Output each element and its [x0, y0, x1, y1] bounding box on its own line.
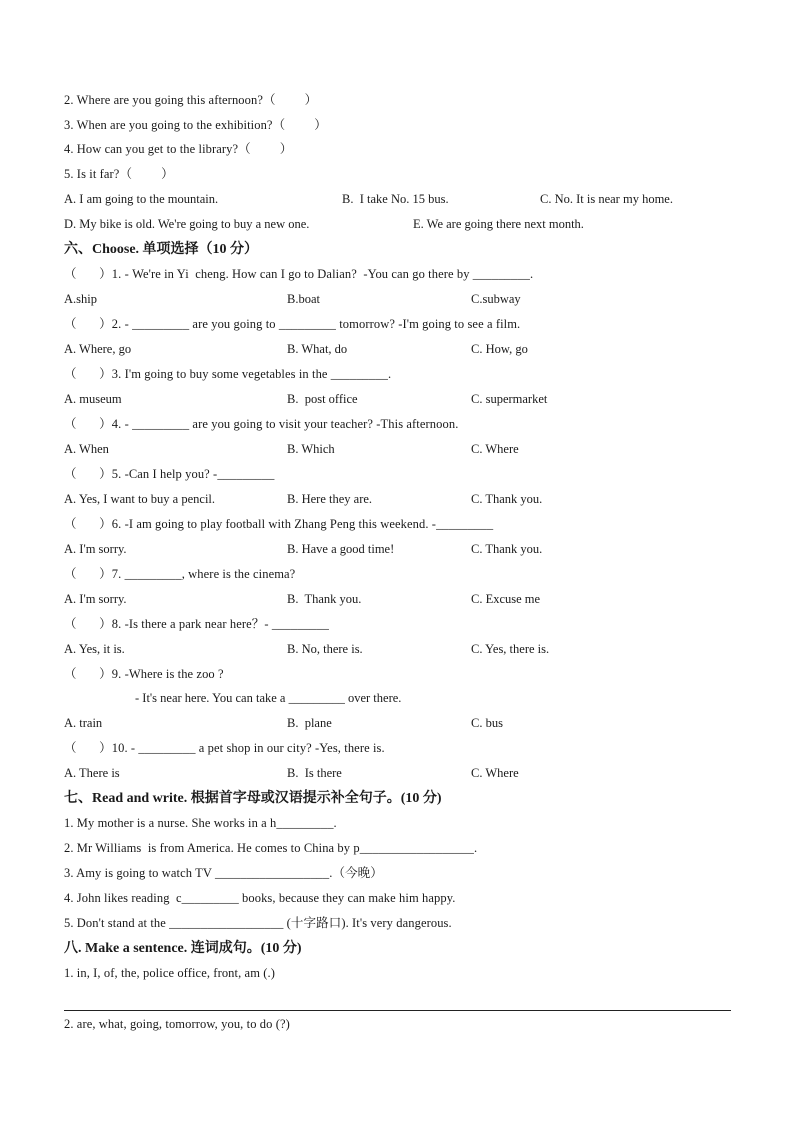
choice-3-option-c: C. supermarket [471, 392, 548, 406]
choice-question-6: （ ）6. -I am going to play football with Zhang Peng this weekend. -_________ [64, 517, 494, 531]
choice-question-5: （ ）5. -Can I help you? -_________ [64, 467, 275, 481]
choice-9-option-b: B. plane [287, 716, 332, 730]
matching-question-4: 4. How can you get to the library?（ ） [64, 142, 293, 156]
choice-9-option-a: A. train [64, 716, 103, 730]
sentence-words-2: 2. are, what, going, tomorrow, you, to do (?) [64, 1017, 290, 1031]
matching-answer-a: A. I am going to the mountain. [64, 192, 219, 206]
choice-1-option-a: A.ship [64, 292, 97, 306]
section-6-heading: 六、Choose. 单项选择（10 分） [64, 242, 259, 257]
choice-4-option-c: C. Where [471, 442, 519, 456]
fill-sentence-4: 4. John likes reading c_________ books, because they can make him happy. [64, 891, 456, 905]
matching-answer-d: D. My bike is old. We're going to buy a new one. [64, 217, 310, 231]
choice-8-option-a: A. Yes, it is. [64, 642, 125, 656]
choice-6-option-a: A. I'm sorry. [64, 542, 127, 556]
choice-9-option-c: C. bus [471, 716, 503, 730]
choice-question-9: （ ）9. -Where is the zoo ? [64, 667, 224, 681]
choice-question-2: （ ）2. - _________ are you going to _________ tomorrow? -I'm going to see a film. [64, 317, 521, 331]
choice-question-3: （ ）3. I'm going to buy some vegetables in the _________. [64, 367, 392, 381]
choice-5-option-b: B. Here they are. [287, 492, 373, 506]
answer-line-1 [64, 1010, 731, 1011]
choice-10-option-a: A. There is [64, 766, 120, 780]
choice-question-10: （ ）10. - _________ a pet shop in our city? -Yes, there is. [64, 741, 385, 755]
fill-sentence-3: 3. Amy is going to watch TV __________________.（今晚） [64, 866, 383, 880]
choice-5-option-a: A. Yes, I want to buy a pencil. [64, 492, 216, 506]
choice-4-option-a: A. When [64, 442, 109, 456]
choice-8-option-b: B. No, there is. [287, 642, 363, 656]
fill-sentence-2: 2. Mr Williams is from America. He comes to China by p__________________. [64, 841, 478, 855]
choice-5-option-c: C. Thank you. [471, 492, 543, 506]
choice-question-7: （ ）7. _________, where is the cinema? [64, 567, 296, 581]
choice-7-option-b: B. Thank you. [287, 592, 362, 606]
choice-1-option-b: B.boat [287, 292, 320, 306]
matching-answer-b: B. I take No. 15 bus. [342, 192, 449, 206]
choice-8-option-c: C. Yes, there is. [471, 642, 550, 656]
matching-question-5: 5. Is it far?（ ） [64, 167, 174, 181]
matching-question-3: 3. When are you going to the exhibition?（ ） [64, 118, 327, 132]
fill-sentence-5: 5. Don't stand at the __________________ (十字路口). It's very dangerous. [64, 916, 452, 930]
choice-question-9-response: - It's near here. You can take a _________ over there. [135, 691, 402, 705]
sentence-words-1: 1. in, I, of, the, police office, front, am (.) [64, 966, 275, 980]
choice-2-option-b: B. What, do [287, 342, 348, 356]
matching-answer-e: E. We are going there next month. [413, 217, 584, 231]
choice-3-option-b: B. post office [287, 392, 358, 406]
choice-7-option-a: A. I'm sorry. [64, 592, 127, 606]
choice-10-option-b: B. Is there [287, 766, 342, 780]
choice-6-option-b: B. Have a good time! [287, 542, 395, 556]
choice-10-option-c: C. Where [471, 766, 519, 780]
matching-answer-c: C. No. It is near my home. [540, 192, 673, 206]
section-7-heading: 七、Read and write. 根据首字母或汉语提示补全句子。(10 分) [64, 791, 442, 806]
choice-4-option-b: B. Which [287, 442, 335, 456]
fill-sentence-1: 1. My mother is a nurse. She works in a h_________. [64, 816, 337, 830]
choice-question-8: （ ）8. -Is there a park near here？- _________ [64, 617, 329, 631]
choice-question-4: （ ）4. - _________ are you going to visit your teacher? -This afternoon. [64, 417, 459, 431]
choice-2-option-c: C. How, go [471, 342, 528, 356]
matching-question-2: 2. Where are you going this afternoon?（ ） [64, 93, 318, 107]
choice-6-option-c: C. Thank you. [471, 542, 543, 556]
choice-2-option-a: A. Where, go [64, 342, 132, 356]
choice-1-option-c: C.subway [471, 292, 521, 306]
choice-question-1: （ ）1. - We're in Yi cheng. How can I go to Dalian? -You can go there by _________. [64, 267, 534, 281]
choice-3-option-a: A. museum [64, 392, 122, 406]
choice-7-option-c: C. Excuse me [471, 592, 541, 606]
section-8-heading: 八. Make a sentence. 连词成句。(10 分) [64, 941, 302, 956]
